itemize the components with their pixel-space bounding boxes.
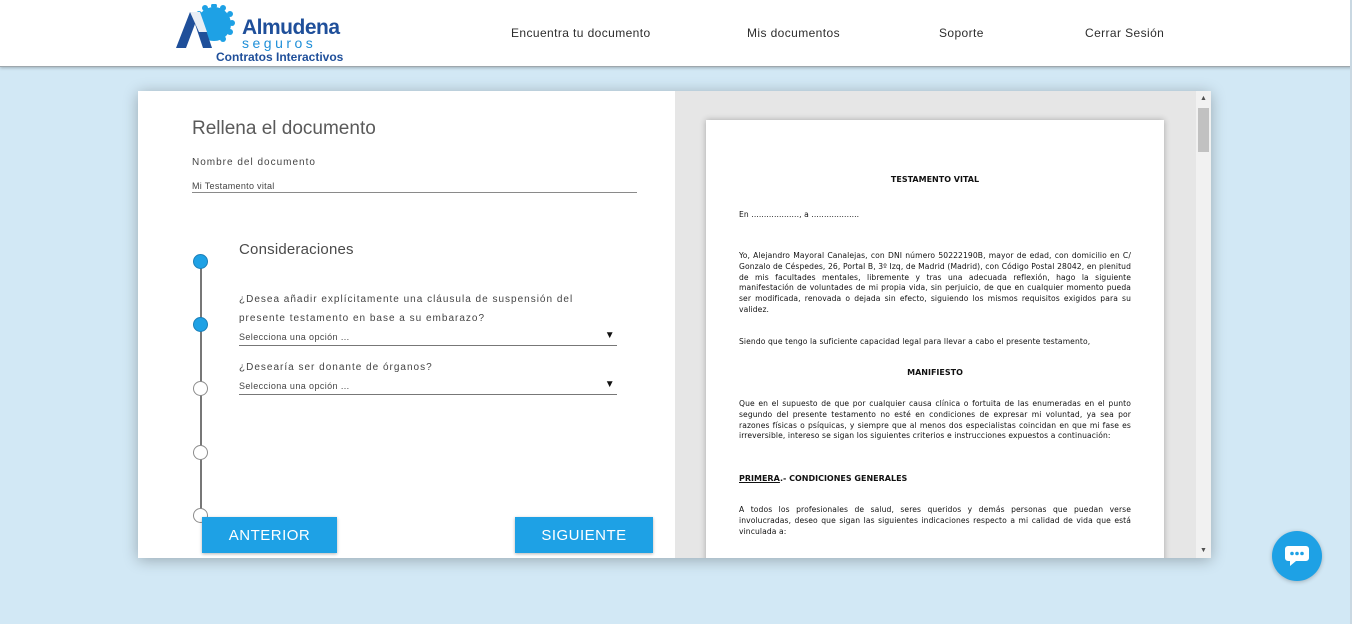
doc-paragraph-4: A todos los profesionales de salud, seres queridos y demás personas que puedan verse involucradas, deseo que sigan las siguientes indicaciones respecto a mi calidad de vida que está vinculada a: — [739, 505, 1131, 536]
doc-heading: MANIFIESTO — [907, 368, 963, 377]
brand-tagline: Contratos Interactivos — [216, 50, 344, 64]
organ-donor-select[interactable] — [239, 379, 617, 395]
question-pregnancy: ¿Desea añadir explícitamente una cláusula de suspensión del presente testamento en base a su embarazo? — [239, 294, 574, 324]
organ-donor-select-value: Selecciona una opción ... — [239, 381, 350, 391]
nav-support[interactable]: Soporte — [939, 26, 984, 40]
document-editor-card — [138, 91, 1211, 558]
scroll-down-arrow-icon[interactable]: ▼ — [1200, 547, 1207, 554]
doc-paragraph-2: Siendo que tengo la suficiente capacidad legal para llevar a cabo el presente testamento, — [739, 337, 1091, 346]
document-page — [706, 120, 1164, 558]
question-organ-donor: ¿Desearía ser donante de órganos? — [239, 362, 433, 373]
brand-logo[interactable] — [174, 4, 354, 64]
document-preview-panel — [675, 91, 1211, 558]
dropdown-arrow-icon: ▼ — [604, 379, 615, 390]
brand-name: Almudena — [242, 16, 340, 39]
nav-my-documents[interactable]: Mis documentos — [747, 26, 840, 40]
scrollbar-thumb[interactable] — [1198, 108, 1209, 152]
almudena-logo-icon — [174, 4, 240, 48]
doc-name-label: Nombre del documento — [192, 157, 316, 168]
doc-place-line: En ..................., a ................... — [739, 210, 860, 219]
step-1[interactable] — [193, 254, 208, 269]
top-header — [0, 0, 1352, 67]
doc-section-1-prefix: PRIMERA — [739, 474, 780, 483]
previous-button[interactable]: ANTERIOR — [202, 517, 337, 553]
pregnancy-select-value: Selecciona una opción ... — [239, 332, 350, 342]
chat-button[interactable] — [1272, 531, 1322, 581]
pregnancy-select[interactable] — [239, 330, 617, 346]
nav-find-document[interactable]: Encuentra tu documento — [511, 26, 651, 40]
scroll-up-arrow-icon[interactable]: ▲ — [1200, 95, 1207, 102]
doc-section-1 — [739, 474, 907, 483]
doc-name-input[interactable] — [192, 179, 637, 193]
doc-paragraph-3: Que en el supuesto de que por cualquier causa clínica o fortuita de las enumeradas en el punto segundo del presente testamento no esté en condiciones de expresar mi voluntad, ya sea por razones físicas o psíquicas, y siempre que al menos dos especialistas coincidan en que mi fase es irreversible, intereso se sigan los siguientes criterios e instrucciones expuestos a continuación: — [739, 399, 1131, 441]
chat-bubble-icon — [1284, 544, 1310, 568]
nav-logout[interactable]: Cerrar Sesión — [1085, 26, 1165, 40]
doc-paragraph-1: Yo, Alejandro Mayoral Canalejas, con DNI número 50222190B, mayor de edad, con domicilio en C/ Gonzalo de Céspedes, 26, Portal B, 3º Izq, de Madrid (Madrid), con Código Postal 28042, en plenitud de mis facultades mentales, libremente y tras una adecuada reflexión, hago la siguiente manifestación de voluntades de mi propia vida, sin perjuicio, de que en cualquier momento pueda ser modificada, renovada o dejada sin efecto, siguiendo los mismos requisitos exigidos para su validez. — [739, 251, 1131, 314]
form-panel — [138, 91, 675, 558]
doc-section-1-title: .- CONDICIONES GENERALES — [779, 474, 908, 483]
section-title: Consideraciones — [239, 241, 354, 258]
step-2[interactable] — [193, 317, 208, 332]
next-button[interactable]: SIGUIENTE — [515, 517, 653, 553]
dropdown-arrow-icon: ▼ — [604, 330, 615, 341]
step-4[interactable] — [193, 445, 208, 460]
preview-scrollbar[interactable] — [1196, 91, 1211, 558]
step-3[interactable] — [193, 381, 208, 396]
brand-sub: seguros — [242, 35, 317, 51]
form-title: Rellena el documento — [192, 118, 376, 139]
doc-title: TESTAMENTO VITAL — [890, 175, 980, 184]
